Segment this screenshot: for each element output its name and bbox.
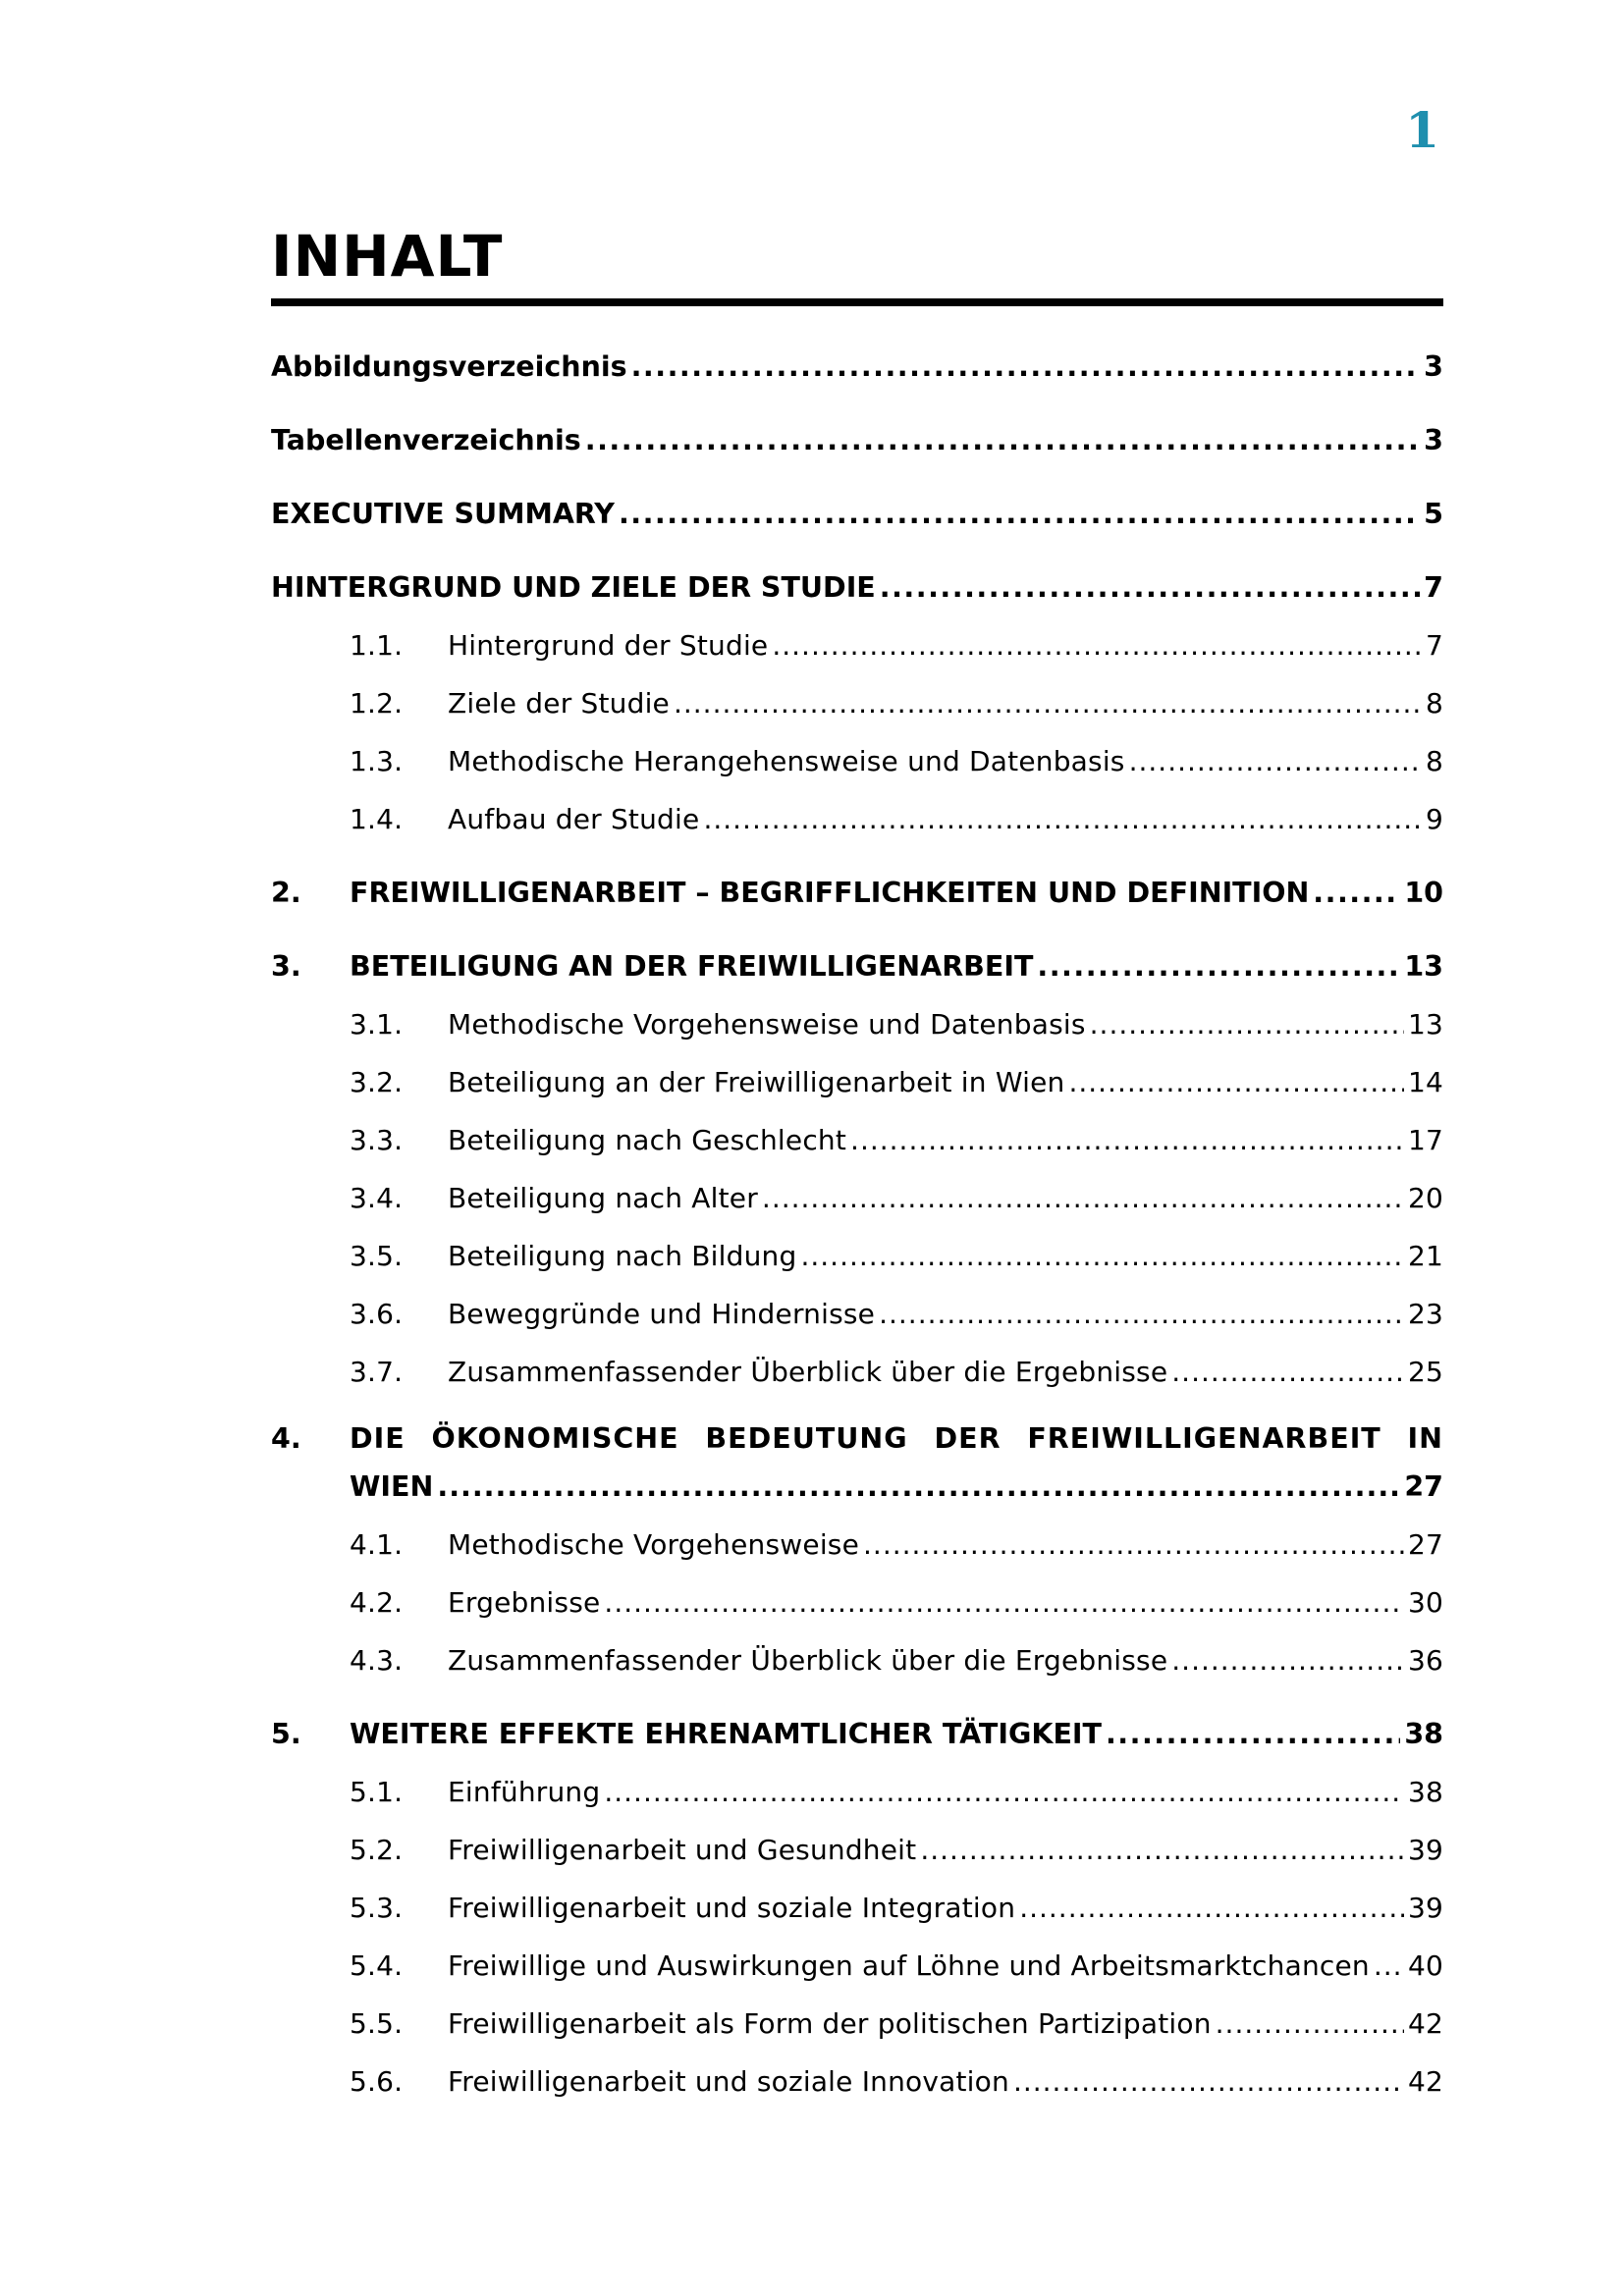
toc-entry-page: 30 bbox=[1407, 1586, 1443, 1619]
toc-entry-label: Freiwillige und Auswirkungen auf Löhne und Arbeitsmarktchancen bbox=[448, 1949, 1370, 1982]
toc-entry-number: 3.3. bbox=[350, 1124, 404, 1156]
dot-leader bbox=[1216, 2007, 1404, 2040]
dot-leader bbox=[880, 571, 1420, 604]
toc-entry-page: 23 bbox=[1407, 1298, 1443, 1330]
toc-entry-page: 42 bbox=[1407, 2007, 1443, 2040]
dot-leader bbox=[437, 1470, 1400, 1503]
dot-leader bbox=[1171, 1644, 1404, 1677]
toc-entry-5-6[interactable] bbox=[271, 2058, 1443, 2098]
toc-entry-number: 3.1. bbox=[350, 1008, 404, 1041]
toc-entry-5-2[interactable] bbox=[271, 1827, 1443, 1866]
toc-entry-page: 27 bbox=[1404, 1470, 1443, 1503]
toc-entry-page: 40 bbox=[1407, 1949, 1443, 1982]
toc-entry-number: 5. bbox=[271, 1718, 301, 1750]
toc-entry-label: Methodische Vorgehensweise bbox=[448, 1528, 860, 1561]
toc-entry-4-3[interactable] bbox=[271, 1637, 1443, 1677]
toc-entry-page: 36 bbox=[1407, 1644, 1443, 1677]
toc-entry-number: 3. bbox=[271, 950, 301, 983]
toc-entry-label: FREIWILLIGENARBEIT – BEGRIFFLICHKEITEN UND DEFINITION bbox=[350, 877, 1310, 909]
toc-entry-page: 39 bbox=[1407, 1892, 1443, 1924]
toc-entry-number: 3.7. bbox=[350, 1356, 404, 1388]
toc-entry-page: 42 bbox=[1407, 2065, 1443, 2098]
toc-entry-number: 5.2. bbox=[350, 1834, 404, 1866]
toc-entry-line2 bbox=[350, 1464, 1443, 1503]
toc-entry-page: 3 bbox=[1424, 350, 1443, 383]
toc-entry-number: 3.6. bbox=[350, 1298, 404, 1330]
toc-entry-label: Beteiligung an der Freiwilligenarbeit in Wien bbox=[448, 1066, 1065, 1098]
toc-entry-label: Ziele der Studie bbox=[448, 687, 670, 720]
toc-entry-3-5[interactable] bbox=[271, 1233, 1443, 1272]
toc-entry-number: 1.4. bbox=[350, 803, 404, 835]
dot-leader bbox=[850, 1124, 1404, 1156]
toc-entry-5-5[interactable] bbox=[271, 2001, 1443, 2040]
toc-entry-number: 1.2. bbox=[350, 687, 404, 720]
toc-entry-page: 25 bbox=[1407, 1356, 1443, 1388]
dot-leader bbox=[631, 350, 1421, 383]
toc-entry-label: Freiwilligenarbeit als Form der politischen Partizipation bbox=[448, 2007, 1212, 2040]
toc-entry-label: Zusammenfassender Überblick über die Ergebnisse bbox=[448, 1356, 1168, 1388]
toc-entry-number: 4.1. bbox=[350, 1528, 404, 1561]
dot-leader bbox=[585, 424, 1420, 456]
toc-entry-label: Beteiligung nach Alter bbox=[448, 1182, 758, 1214]
toc-entry-label: HINTERGRUND UND ZIELE DER STUDIE bbox=[271, 571, 876, 604]
toc-entry-hintergrund[interactable] bbox=[271, 564, 1443, 604]
title-rule bbox=[271, 298, 1443, 306]
toc-entry-1-4[interactable] bbox=[271, 796, 1443, 835]
toc-entry-chapter-5[interactable] bbox=[271, 1711, 1443, 1750]
dot-leader bbox=[674, 687, 1422, 720]
dot-leader bbox=[1313, 877, 1400, 909]
toc-entry-page: 8 bbox=[1425, 687, 1443, 720]
toc-entry-page: 17 bbox=[1407, 1124, 1443, 1156]
dot-leader bbox=[1013, 2065, 1404, 2098]
toc-entry-page: 3 bbox=[1424, 424, 1443, 456]
toc-entry-page: 21 bbox=[1407, 1240, 1443, 1272]
toc-entry-1-3[interactable] bbox=[271, 738, 1443, 777]
toc-entry-label: Freiwilligenarbeit und soziale Innovation bbox=[448, 2065, 1009, 2098]
toc-entry-abbildungsverzeichnis[interactable] bbox=[271, 344, 1443, 383]
toc-entry-3-6[interactable] bbox=[271, 1291, 1443, 1330]
dot-leader bbox=[879, 1298, 1404, 1330]
toc-entry-label: Zusammenfassender Überblick über die Ergebnisse bbox=[448, 1644, 1168, 1677]
toc-entry-number: 3.5. bbox=[350, 1240, 404, 1272]
toc-entry-label: Tabellenverzeichnis bbox=[271, 424, 581, 456]
dot-leader bbox=[619, 498, 1420, 530]
toc-entry-chapter-3[interactable] bbox=[271, 943, 1443, 983]
toc-entry-3-4[interactable] bbox=[271, 1175, 1443, 1214]
page-title: INHALT bbox=[271, 223, 504, 290]
toc-entry-label: Freiwilligenarbeit und soziale Integration bbox=[448, 1892, 1016, 1924]
toc-entry-number: 4.3. bbox=[350, 1644, 404, 1677]
toc-entry-page: 9 bbox=[1425, 803, 1443, 835]
toc-entry-page: 14 bbox=[1407, 1066, 1443, 1098]
toc-entry-page: 7 bbox=[1425, 629, 1443, 662]
dot-leader bbox=[604, 1586, 1404, 1619]
toc-entry-number: 1.3. bbox=[350, 745, 404, 777]
toc-entry-1-2[interactable] bbox=[271, 680, 1443, 720]
toc-entry-4-1[interactable] bbox=[271, 1522, 1443, 1561]
toc-entry-label: Einführung bbox=[448, 1776, 601, 1808]
page-number: 1 bbox=[1405, 101, 1439, 159]
dot-leader bbox=[1068, 1066, 1404, 1098]
dot-leader bbox=[1090, 1008, 1404, 1041]
dot-leader bbox=[1129, 745, 1422, 777]
toc-entry-page: 10 bbox=[1404, 877, 1443, 909]
toc-entry-number: 4. bbox=[271, 1422, 301, 1455]
toc-entry-page: 13 bbox=[1407, 1008, 1443, 1041]
toc-entry-1-1[interactable] bbox=[271, 622, 1443, 662]
toc-entry-page: 38 bbox=[1407, 1776, 1443, 1808]
toc-entry-page: 27 bbox=[1407, 1528, 1443, 1561]
dot-leader bbox=[1171, 1356, 1404, 1388]
toc-entry-label: Abbildungsverzeichnis bbox=[271, 350, 627, 383]
toc-entry-label: BETEILIGUNG AN DER FREIWILLIGENARBEIT bbox=[350, 950, 1034, 983]
toc-entry-3-2[interactable] bbox=[271, 1059, 1443, 1098]
toc-entry-number: 5.3. bbox=[350, 1892, 404, 1924]
toc-entry-label: Methodische Vorgehensweise und Datenbasis bbox=[448, 1008, 1086, 1041]
toc-entry-tabellenverzeichnis[interactable] bbox=[271, 417, 1443, 456]
toc-entry-label: Beweggründe und Hindernisse bbox=[448, 1298, 876, 1330]
toc-entry-number: 2. bbox=[271, 877, 301, 909]
toc-entry-label: EXECUTIVE SUMMARY bbox=[271, 498, 615, 530]
toc-entry-label: Hintergrund der Studie bbox=[448, 629, 769, 662]
toc-entry-label-line1: DIE ÖKONOMISCHE BEDEUTUNG DER FREIWILLIGENARBEIT IN bbox=[350, 1422, 1443, 1455]
dot-leader bbox=[1019, 1892, 1404, 1924]
toc-entry-5-1[interactable] bbox=[271, 1769, 1443, 1808]
toc-entry-3-1[interactable] bbox=[271, 1001, 1443, 1041]
toc-entry-label: Ergebnisse bbox=[448, 1586, 601, 1619]
toc-entry-label: Beteiligung nach Geschlecht bbox=[448, 1124, 847, 1156]
toc-entry-chapter-2[interactable] bbox=[271, 870, 1443, 909]
dot-leader bbox=[1037, 950, 1400, 983]
toc-entry-executive-summary[interactable] bbox=[271, 491, 1443, 530]
toc-entry-number: 3.4. bbox=[350, 1182, 404, 1214]
toc-entry-label: Methodische Herangehensweise und Datenbasis bbox=[448, 745, 1125, 777]
toc-entry-label: Beteiligung nach Bildung bbox=[448, 1240, 797, 1272]
toc-entry-label: Aufbau der Studie bbox=[448, 803, 700, 835]
toc-entry-3-3[interactable] bbox=[271, 1117, 1443, 1156]
toc-entry-page: 5 bbox=[1424, 498, 1443, 530]
toc-entry-label: Freiwilligenarbeit und Gesundheit bbox=[448, 1834, 917, 1866]
toc-entry-page: 39 bbox=[1407, 1834, 1443, 1866]
dot-leader bbox=[762, 1182, 1404, 1214]
dot-leader bbox=[703, 803, 1422, 835]
toc-entry-page: 20 bbox=[1407, 1182, 1443, 1214]
toc-entry-page: 8 bbox=[1425, 745, 1443, 777]
toc-entry-label-line2: WIEN bbox=[350, 1470, 434, 1503]
toc-entry-number: 5.5. bbox=[350, 2007, 404, 2040]
toc-entry-number: 5.1. bbox=[350, 1776, 404, 1808]
dot-leader bbox=[920, 1834, 1404, 1866]
dot-leader bbox=[800, 1240, 1403, 1272]
dot-leader bbox=[604, 1776, 1404, 1808]
toc-entry-label: WEITERE EFFEKTE EHRENAMTLICHER TÄTIGKEIT bbox=[350, 1718, 1102, 1750]
toc-entry-page: 38 bbox=[1404, 1718, 1443, 1750]
toc-entry-number: 4.2. bbox=[350, 1586, 404, 1619]
dot-leader bbox=[863, 1528, 1404, 1561]
toc-entry-5-4[interactable] bbox=[271, 1943, 1443, 1982]
toc-entry-page: 13 bbox=[1404, 950, 1443, 983]
toc-entry-5-3[interactable] bbox=[271, 1885, 1443, 1924]
toc-entry-number: 3.2. bbox=[350, 1066, 404, 1098]
toc-entry-number: 1.1. bbox=[350, 629, 404, 662]
dot-leader bbox=[1106, 1718, 1400, 1750]
dot-leader bbox=[772, 629, 1422, 662]
toc-entry-4-2[interactable] bbox=[271, 1579, 1443, 1619]
dot-leader bbox=[1374, 1949, 1404, 1982]
toc-entry-number: 5.4. bbox=[350, 1949, 404, 1982]
toc-entry-page: 7 bbox=[1424, 571, 1443, 604]
toc-entry-number: 5.6. bbox=[350, 2065, 404, 2098]
toc-entry-3-7[interactable] bbox=[271, 1349, 1443, 1388]
